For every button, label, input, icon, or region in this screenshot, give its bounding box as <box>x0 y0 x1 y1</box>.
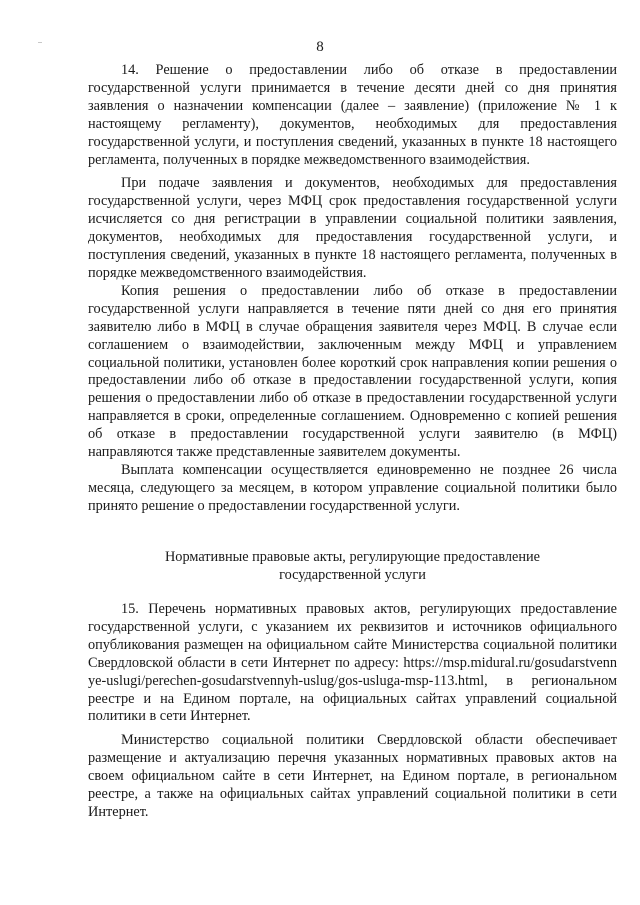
section-heading-line-2: государственной услуги <box>279 566 426 583</box>
section-14-paragraph-4: Выплата компенсации осуществляется единовременно не позднее 26 числа месяца, следующего за месяцем, в котором управление социальной политики было принято решение о предоставлении государственной услуги. <box>88 461 617 514</box>
section-14-body <box>88 62 617 516</box>
section-15-paragraph-1-start: 15. Перечень нормативных правовых актов, регулирующих предоставление государственной услуги, с указанием их реквизитов и источников официального опубликования размещен на официальном сайте Министерства социальной политики Свердловской области в сети Интернет по адресу: <box>88 601 617 671</box>
section-14-paragraph-2: При подаче заявления и документов, необходимых для предоставления государственной услуги, через МФЦ срок предоставления государственной услуги исчисляется со дня регистрации в управлении социальной политики заявления, документов, необходимых для предоставления государственной услуги, и поступления сведений, указанных в пункте 18 настоящего регламента, полученных в порядке межведомственного взаимодействия. <box>88 175 617 281</box>
section-14-paragraph-3: Копия решения о предоставлении либо об отказе в предоставлении государственной услуги направляется в течение пяти дней со дня его принятия заявителю либо в МФЦ в случае обращения заявителя через МФЦ. В случае если соглашением о взаимодействии, заключенным между МФЦ и управлением социальной политики, установлен более короткий срок направления копии решения о предоставлении либо об отказе в предоставлении государственной услуги, копия решения о предоставлении либо об отказе в предоставлении государственной услуги направляется в сроки, определенные соглашением. Одновременно с копией решения об отказе в предоставлении государственной услуги заявителю (в МФЦ) направляются также представленные заявителем документы. <box>88 282 617 461</box>
section-15-body <box>88 601 617 822</box>
section-15-paragraph-2: Министерство социальной политики Свердловской области обеспечивает размещение и актуализацию перечня указанных нормативных правовых актов на своем официальном сайте в сети Интернет, на Едином портале, в региональном реестре, а также на официальных сайтах управлений социальной политики в сети Интернет. <box>88 732 617 820</box>
section-15-paragraph-1 <box>88 601 617 726</box>
ministry-url: https://msp.midural.ru/gosudarstvennye-uslugi/perechen-gosudarstvennyh-uslug/gos-usluga-msp-113.html <box>88 654 617 689</box>
section-14-paragraph-1: 14. Решение о предоставлении либо об отказе в предоставлении государственной услуги принимается в течение десяти дней со дня принятия заявления о назначении компенсации (далее – заявление) (приложение № 1 к настоящему регламенту), документов, необходимых для предоставления государственной услуги, и поступления сведений, указанных в пункте 18 настоящего регламента, полученных в порядке межведомственного взаимодействия. <box>88 62 617 168</box>
section-heading <box>88 549 617 585</box>
page-number: 8 <box>316 39 324 55</box>
section-15-paragraph-1-end: , в региональном реестре и на Едином портале, на официальных сайтах управлений социальной политики в сети Интернет. <box>88 672 617 725</box>
section-heading-line-1: Нормативные правовые акты, регулирующие предоставление <box>164 549 541 565</box>
